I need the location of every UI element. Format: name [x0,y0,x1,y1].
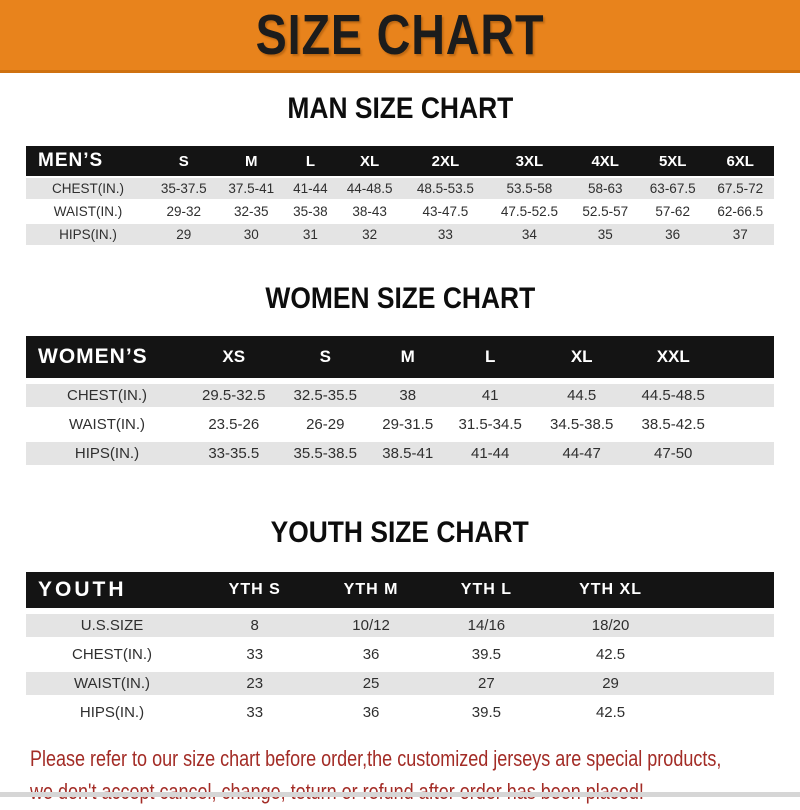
table-header-row [26,572,774,608]
size-value: 33 [246,646,264,663]
bottom-divider [0,792,800,797]
size-column-header: YTH S [228,581,281,598]
row-filler-cell [679,643,774,666]
size-value: 27 [478,675,495,692]
size-value: 36 [362,646,380,663]
size-value: 42.5 [595,646,626,663]
size-value: 29 [602,675,619,692]
size-value: 31.5-34.5 [458,416,522,433]
size-column-header: L [305,152,315,170]
table-header-label: MEN’S [38,150,104,171]
size-value: 52.5-57 [582,204,629,219]
size-value: 38 [399,387,417,404]
header-filler-cell [679,572,774,608]
size-value: 35.5-38.5 [293,445,357,462]
section-heading-text: YOUTH SIZE CHART [270,516,530,549]
row-filler-cell [679,701,774,724]
size-value: 29.5-32.5 [202,387,266,404]
size-value: 35 [597,227,613,242]
size-column-header: YTH M [343,581,399,598]
size-value: 14/16 [467,617,506,634]
size-value: 34.5-38.5 [549,416,614,433]
table-header-row [26,146,774,176]
size-value: 38-43 [352,204,387,219]
size-value: 30 [243,227,259,242]
size-value: 37 [732,227,748,242]
size-column-header: XL [570,347,593,366]
size-table-head [26,336,774,378]
table-row [26,413,774,436]
size-value: 63-67.5 [649,181,696,196]
size-value: 29 [176,227,192,242]
size-value: 42.5 [595,704,626,721]
size-value: 38.5-41 [382,445,434,462]
size-column-header: M [244,152,258,170]
size-value: 43-47.5 [422,204,469,219]
table-row [26,614,774,637]
size-value: 29-31.5 [382,416,434,433]
size-column-header: 5XL [658,152,687,170]
section-heading-text: MAN SIZE CHART [287,92,513,125]
size-column-header: XXL [656,347,690,366]
size-value: 10/12 [352,617,390,634]
size-value: 37.5-41 [228,181,275,196]
size-column-header: 2XL [431,152,460,170]
table-row [26,442,774,465]
size-column-header: L [484,347,496,366]
size-table-head [26,146,774,176]
size-value: 47-50 [654,445,693,462]
row-label: CHEST(IN.) [72,646,152,663]
table-row [26,701,774,724]
size-value: 44.5 [567,387,597,404]
size-value: 44-48.5 [346,181,393,196]
size-value: 23.5-26 [208,416,260,433]
table-row [26,384,774,407]
size-column-header: XL [360,152,380,170]
row-label: WAIST(IN.) [53,204,123,219]
row-filler-cell [719,413,774,436]
size-value: 41-44 [471,445,510,462]
size-column-header: S [178,152,189,170]
size-value: 18/20 [591,617,630,634]
size-value: 38.5-42.5 [641,416,705,433]
size-value: 47.5-52.5 [500,204,558,219]
size-value: 31 [302,227,318,242]
size-table [26,566,774,730]
size-value: 62-66.5 [717,204,764,219]
size-value: 35-38 [293,204,328,219]
size-column-header: XS [222,347,246,366]
size-value: 35-37.5 [160,181,207,196]
size-value: 53.5-58 [506,181,553,196]
size-value: 33 [246,704,264,721]
size-value: 32-35 [233,204,269,219]
size-chart-section [0,283,800,471]
size-value: 34 [521,227,537,242]
size-value: 48.5-53.5 [416,181,474,196]
size-column-header: S [319,347,331,366]
section-heading [0,93,800,130]
row-label: WAIST(IN.) [68,416,146,433]
size-value: 44-47 [562,445,601,462]
size-value: 57-62 [655,204,690,219]
row-filler-cell [719,384,774,407]
size-chart-banner [0,0,800,73]
size-column-header: YTH XL [579,581,642,598]
section-heading [0,517,800,554]
size-value: 8 [250,617,259,634]
row-filler-cell [679,614,774,637]
size-value: 44.5-48.5 [641,387,705,404]
size-table [26,144,774,247]
size-chart-sections [0,93,800,730]
disclaimer [30,744,800,810]
size-value: 23 [246,675,264,692]
size-column-header: YTH L [460,581,512,598]
size-value: 36 [665,227,681,242]
size-column-header: 4XL [591,152,619,170]
size-value: 41-44 [293,181,328,196]
row-label: HIPS(IN.) [79,704,145,721]
row-label: CHEST(IN.) [67,387,147,404]
table-header-label: WOMEN’S [38,345,148,368]
size-value: 58-63 [587,181,623,196]
disclaimer-line-1: Please refer to our size chart before order,the customized jerseys are special products, [30,746,722,771]
table-row [26,643,774,666]
row-label: HIPS(IN.) [74,445,140,462]
row-label: WAIST(IN.) [73,675,151,692]
row-label: U.S.SIZE [80,617,144,634]
size-value: 29-32 [166,204,201,219]
size-chart-section [0,517,800,730]
row-label: HIPS(IN.) [59,227,117,242]
size-table-body [26,384,774,465]
size-value: 33 [437,227,453,242]
size-table-head [26,572,774,608]
size-table-body [26,614,774,724]
size-column-header: M [400,347,415,366]
header-filler-cell [719,336,774,378]
size-value: 33-35.5 [208,445,260,462]
size-value: 39.5 [471,704,501,721]
size-column-header: 3XL [515,152,544,170]
size-table-body [26,178,774,245]
row-filler-cell [719,442,774,465]
size-table [26,330,774,471]
table-row [26,224,774,245]
row-filler-cell [679,672,774,695]
banner-title: SIZE CHART [255,3,545,67]
size-value: 32.5-35.5 [293,387,357,404]
table-header-label: YOUTH [38,578,127,601]
size-value: 67.5-72 [717,181,764,196]
section-heading [0,283,800,320]
size-value: 32 [362,227,378,242]
table-row [26,178,774,199]
table-header-row [26,336,774,378]
size-value: 36 [362,704,380,721]
row-label: CHEST(IN.) [52,181,124,196]
table-row [26,672,774,695]
size-value: 26-29 [306,416,345,433]
size-value: 41 [481,387,499,404]
size-value: 25 [362,675,380,692]
table-row [26,201,774,222]
size-column-header: 6XL [726,152,754,170]
size-chart-section [0,93,800,247]
section-heading-text: WOMEN SIZE CHART [265,282,535,315]
size-value: 39.5 [471,646,501,663]
